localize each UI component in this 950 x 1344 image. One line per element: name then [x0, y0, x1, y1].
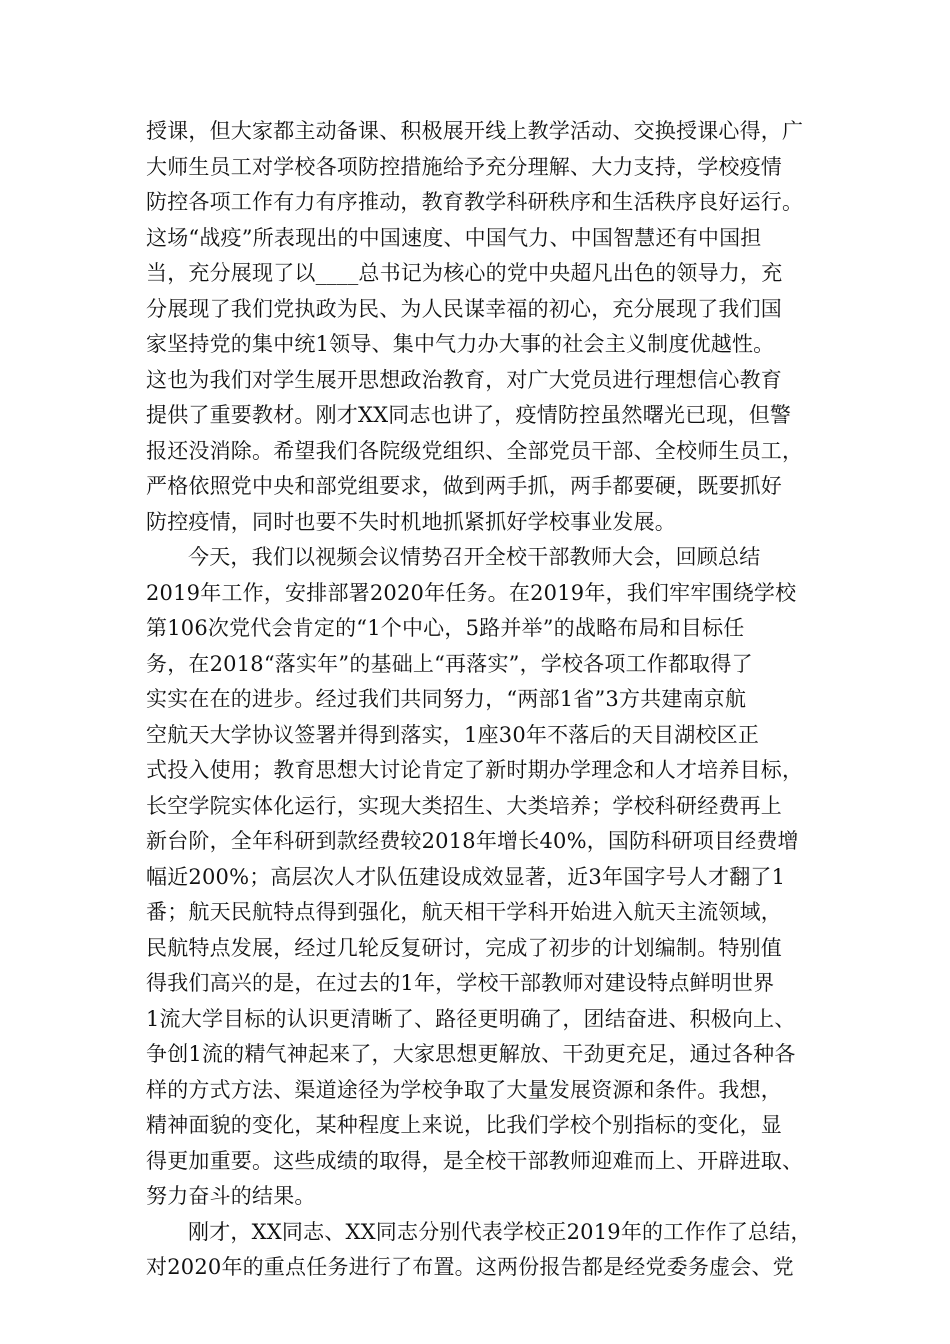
paragraph-2	[146, 540, 824, 1215]
paragraph-3	[146, 1215, 824, 1286]
text-line: 防控疫情，同时也要不失时机地抓紧抓好学校事业发展。	[146, 509, 676, 534]
text-line: 2019年工作，安排部署2020年任务。在2019年，我们牢牢围绕学校	[146, 580, 797, 605]
document-page	[146, 114, 824, 1286]
text-line: 提供了重要教材。刚才XX同志也讲了，疫情防控虽然曙光已现，但警	[146, 403, 792, 427]
text-line: 对2020年的重点任务进行了布置。这两份报告都是经党委务虚会、党	[146, 1255, 794, 1279]
text-line: 幅近200%；高层次人才队伍建设成效显著，近3年国字号人才翻了1	[146, 864, 786, 889]
text-line: 这场“战疫”所表现出的中国速度、中国气力、中国智慧还有中国担	[146, 225, 762, 250]
text-line: 刚才，XX同志、XX同志分别代表学校正2019年的工作作了总结，	[188, 1219, 812, 1244]
text-line: 番；航天民航特点得到强化，航天相干学科开始进入航天主流领域，	[146, 900, 782, 924]
text-line: 今天，我们以视频会议情势召开全校干部教师大会，回顾总结	[188, 545, 761, 569]
text-line: 精神面貌的变化，某种程度上来说，比我们学校个别指标的变化，显	[146, 1113, 782, 1137]
text-line: 长空学院实体化运行，实现大类招生、大类培养；学校科研经费再上	[146, 793, 782, 818]
text-line: 1流大学目标的认识更清晰了、路径更明确了，团结奋进、积极向上、	[146, 1006, 796, 1031]
text-line: 得更加重要。这些成绩的取得，是全校干部教师迎难而上、开辟进取、	[146, 1148, 804, 1173]
text-line: 家坚持党的集中统1领导、集中气力办大事的社会主义制度优越性。	[146, 332, 775, 356]
text-line: 分展现了我们党执政为民、为人民谋幸福的初心，充分展现了我们国	[146, 296, 782, 321]
text-line: 民航特点发展，经过几轮反复研讨，完成了初步的计划编制。特别值	[146, 935, 782, 960]
text-line: 样的方式方法、渠道途径为学校争取了大量发展资源和条件。我想，	[146, 1077, 782, 1102]
text-line: 授课，但大家都主动备课、积极展开线上教学活动、交换授课心得，广	[146, 119, 804, 143]
text-line: 这也为我们对学生展开思想政治教育，对广大党员进行理想信心教育	[146, 367, 782, 392]
text-line: 空航天大学协议签署并得到落实，1座30年不落后的天目湖校区正	[146, 722, 760, 747]
text-line: 务，在2018“落实年”的基础上“再落实”，学校各项工作都取得了	[146, 651, 753, 676]
text-line: 第106次党代会肯定的“1个中心，5路并举”的战略布局和目标任	[146, 616, 745, 640]
text-line: 争创1流的精气神起来了，大家思想更解放、干劲更充足，通过各种各	[146, 1042, 796, 1066]
text-line: 新台阶，全年科研到款经费较2018年增长40%，国防科研项目经费增	[146, 829, 799, 853]
text-line: 严格依照党中央和部党组要求，做到两手抓，两手都要硬，既要抓好	[146, 474, 782, 498]
text-line: 当，充分展现了以____总书记为核心的党中央超凡出色的领导力，充	[146, 261, 783, 285]
text-line: 大师生员工对学校各项防控措施给予充分理解、大力支持，学校疫情	[146, 154, 782, 179]
text-line: 努力奋斗的结果。	[146, 1184, 316, 1208]
text-line: 防控各项工作有力有序推动，教育教学科研秩序和生活秩序良好运行。	[146, 190, 804, 214]
text-line: 得我们高兴的是，在过去的1年，学校干部教师对建设特点鲜明世界	[146, 971, 775, 995]
paragraph-1	[146, 114, 824, 540]
text-line: 报还没消除。希望我们各院级党组织、全部党员干部、全校师生员工，	[146, 438, 804, 463]
text-line: 式投入使用；教育思想大讨论肯定了新时期办学理念和人才培养目标，	[146, 758, 804, 782]
text-line: 实实在在的进步。经过我们共同努力，“两部1省”3方共建南京航	[146, 687, 747, 711]
